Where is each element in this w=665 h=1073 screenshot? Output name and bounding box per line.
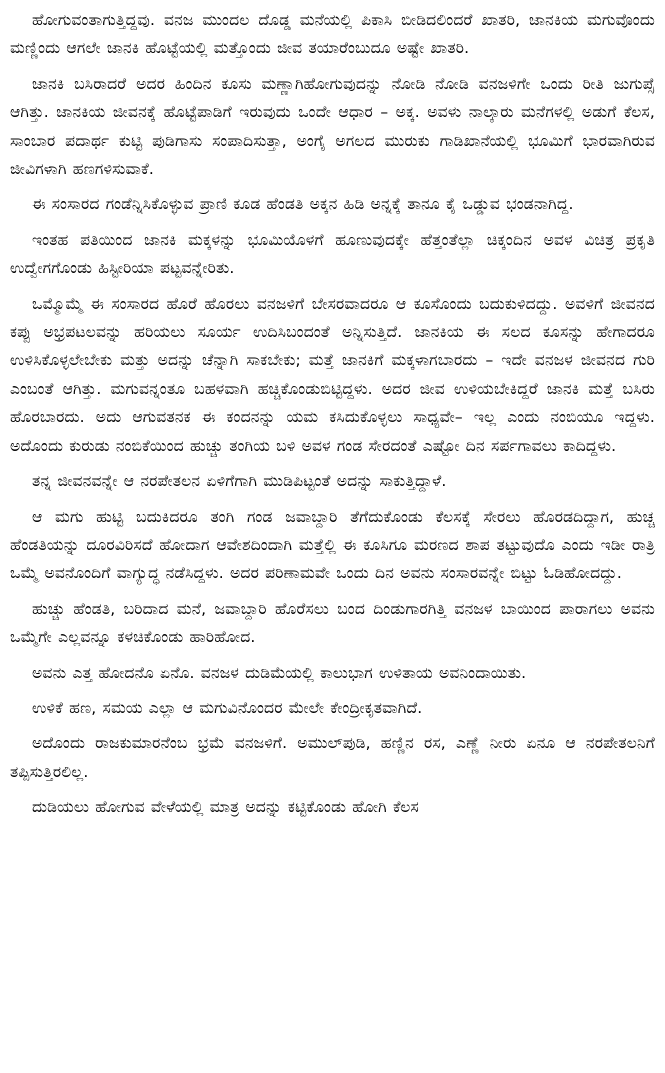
paragraph-10: ಉಳಿಕೆ ಹಣ, ಸಮಯ ಎಲ್ಲಾ ಆ ಮಗುವಿನೊಂದರ ಮೇಲೇ ಕೇಂದ್ರೀಕೃತವಾಗಿದೆ. [32, 698, 423, 717]
paragraph-5: ಒಮ್ಮೊಮ್ಮೆ ಈ ಸಂಸಾರದ ಹೊರೆ ಹೊರಲು ವನಜಳಿಗೆ ಬೇಸರವಾದರೂ ಆ ಕೂಸೊಂದು ಬದುಕುಳಿದದ್ದು. ಅವಳಿಗೆ ಜೀವನದ ಕಪ್ಪು ಅಭ್ರಪಟಲವನ್ನು ಹರಿಯಲು ಸೂರ್ಯ ಉದಿಸಿಬಂದಂತೆ ಅನ್ನಿಸುತ್ತಿದೆ. ಜಾನಕಿಯ ಈ ಸಲದ ಕೂಸನ್ನು ಹೇಗಾದರೂ ಉಳಿಸಿಕೊಳ್ಳಲೇಬೇಕು ಮತ್ತು ಅದನ್ನು ಚೆನ್ನಾಗಿ ಸಾಕಬೇಕು; ಮತ್ತೆ ಜಾನಕಿಗೆ ಮಕ್ಕಳಾಗಬಾರದು – ಇದೇ ವನಜಳ ಜೀವನದ ಗುರಿ ಎಂಬಂತೆ ಆಗಿತ್ತು. ಮಗುವನ್ನಂತೂ ಬಹಳವಾಗಿ ಹಚ್ಚಿಕೊಂಡುಬಿಟ್ಟಿದ್ದಳು. ಅದರ ಜೀವ ಉಳಿಯಬೇಕಿದ್ದರೆ ಜಾನಕಿ ಮತ್ತೆ ಬಸಿರು ಹೊರಬಾರದು. ಅದು ಆಗುವತನಕ ಈ ಕಂದನನ್ನು ಯಮ ಕಸಿದುಕೊಳ್ಳಲು ಸಾಧ್ಯವೇ– ಇಲ್ಲ ಎಂದು ನಂಬಿಯೂ ಇದ್ದಳು. ಅದೊಂದು ಕುರುಡು ನಂಬಿಕೆಯಿಂದ ಹುಚ್ಚು ತಂಗಿಯ ಬಳಿ ಅವಳ ಗಂಡ ಸೇರದಂತೆ ಎಷ್ಟೋ ದಿನ ಸರ್ಪಗಾವಲು ಕಾದಿದ್ದಳು. [10, 294, 655, 455]
paragraph-12: ದುಡಿಯಲು ಹೋಗುವ ವೇಳೆಯಲ್ಲಿ ಮಾತ್ರ ಅದನ್ನು ಕಟ್ಟಿಕೊಂಡು ಹೋಗಿ ಕೆಲಸ [32, 798, 419, 817]
paragraph-1: ಹೋಗುವಂತಾಗುತ್ತಿದ್ದವು. ವನಜ ಮುಂದಲ ದೊಡ್ಡ ಮನೆಯಲ್ಲಿ ಪಿಕಾಸಿ ಬೀಡಿದಲಿಂದರೆ ಖಾತರಿ, ಜಾನಕಿಯ ಮಗುವೊಂದು ಮಣ್ಣಿಂದು ಆಗಲೇ ಜಾನಕಿ ಹೊಟ್ಟೆಯಲ್ಲಿ ಮತ್ತೊಂದು ಜೀವ ತಯಾರೆಂಬುದೂ ಅಷ್ಟೇ ಖಾತರಿ. [10, 11, 655, 58]
paragraph-2: ಜಾನಕಿ ಬಸಿರಾದರೆ ಅದರ ಹಿಂದಿನ ಕೂಸು ಮಣ್ಣಾಗಿಹೋಗುವುದನ್ನು ನೋಡಿ ನೋಡಿ ವನಜಳಿಗೇ ಒಂದು ರೀತಿ ಜುಗುಪ್ಸೆ ಆಗಿತ್ತು. ಜಾನಕಿಯ ಜೀವನಕ್ಕೆ ಹೊಟ್ಟೆಪಾಡಿಗೆ ಇರುವುದು ಒಂದೇ ಆಧಾರ – ಅಕ್ಕ. ಅವಳು ನಾಲ್ಕಾರು ಮನೆಗಳಲ್ಲಿ ಅಡುಗೆ ಕೆಲಸ, ಸಾಂಬಾರ ಪದಾರ್ಥ ಕುಟ್ಟಿ ಪುಡಿಗಾಸು ಸಂಪಾದಿಸುತ್ತಾ, ಅಂಗೈ ಅಗಲದ ಮುರುಕು ಗಾಡಿಖಾನೆಯಲ್ಲಿ ಭೂಮಿಗೆ ಭಾರವಾಗಿರುವ ಜೀವಿಗಳಾಗಿ ಹಣಗಳಿಸುವಾಕೆ. [10, 74, 655, 179]
paragraph-8: ಹುಚ್ಚು ಹೆಂಡತಿ, ಬರಿದಾದ ಮನೆ, ಜವಾಬ್ದಾರಿ ಹೊರೆಸಲು ಬಂದ ದಿಂಡುಗಾರಗಿತ್ತಿ ವನಜಳ ಬಾಯಿಂದ ಪಾರಾಗಲು ಅವನು ಒಮ್ಮೆಗೇ ಎಲ್ಲವನ್ನೂ ಕಳಚಿಕೊಂಡು ಹಾರಿಹೋದ. [10, 599, 655, 647]
paragraph-3: ಈ ಸಂಸಾರದ ಗಂಡೆನ್ನಿಸಿಕೊಳ್ಳುವ ಪ್ರಾಣಿ ಕೂಡ ಹೆಂಡತಿ ಅಕ್ಕನ ಹಿಡಿ ಅನ್ನಕ್ಕೆ ತಾನೂ ಕೈ ಒಡ್ಡುವ ಭಂಡನಾಗಿದ್ದ. [32, 195, 574, 214]
paragraph-7: ಆ ಮಗು ಹುಟ್ಟಿ ಬದುಕಿದರೂ ತಂಗಿ ಗಂಡ ಜವಾಬ್ದಾರಿ ತೆಗೆದುಕೊಂಡು ಕೆಲಸಕ್ಕೆ ಸೇರಲು ಹೊರಡದಿದ್ದಾಗ, ಹುಚ್ಚ ಹೆಂಡತಿಯನ್ನು ದೂರವಿರಿಸದೆ ಹೋದಾಗ ಆವೇಶದಿಂದಾಗಿ ಮತ್ತೆಲ್ಲಿ ಈ ಕೂಸಿಗೂ ಮರಣದ ಶಾಪ ತಟ್ಟುವುದೊ ಎಂದು ಇಡೀ ರಾತ್ರಿ ಒಮ್ಮೆ ಅವನೊಂದಿಗೆ ವಾಗ್ಯುದ್ಧ ನಡೆಸಿದ್ದಳು. ಅದರ ಪರಿಣಾಮವೇ ಒಂದು ದಿನ ಅವನು ಸಂಸಾರವನ್ನೇ ಬಿಟ್ಟು ಓಡಿಹೋದದ್ದು. [10, 507, 655, 583]
paragraph-11: ಅದೊಂದು ರಾಜಕುಮಾರನೆಂಬ ಭ್ರಮೆ ವನಜಳಿಗೆ. ಅಮುಲ್‌ಪುಡಿ, ಹಣ್ಣಿನ ರಸ, ಎಣ್ಣೆ ನೀರು ಏನೂ ಆ ನರಪೇತಲನಿಗೆ ತಪ್ಪಿಸುತ್ತಿರಲಿಲ್ಲ. [10, 734, 655, 781]
paragraph-6: ತನ್ನ ಜೀವನವನ್ನೇ ಆ ನರಪೇತಲನ ಏಳಿಗೆಗಾಗಿ ಮುಡಿಪಿಟ್ಟಂತೆ ಅದನ್ನು ಸಾಕುತ್ತಿದ್ದಾಳೆ. [32, 472, 447, 491]
paragraph-9: ಅವನು ಎತ್ತ ಹೋದನೊ ಏನೊ. ವನಜಳ ದುಡಿಮೆಯಲ್ಲಿ ಕಾಲುಭಾಗ ಉಳಿತಾಯ ಅವನಿಂದಾಯಿತು. [32, 663, 527, 682]
paragraph-4: ಇಂತಹ ಪತಿಯಿಂದ ಜಾನಕಿ ಮಕ್ಕಳನ್ನು ಭೂಮಿಯೊಳಗೆ ಹೂಣುವುದಕ್ಕೇ ಹೆತ್ತಂತೆಲ್ಲಾ ಚಿಕ್ಕಂದಿನ ಅವಳ ವಿಚಿತ್ರ ಪ್ರಕೃತಿ ಉದ್ವೇಗಗೊಂಡು ಹಿಸ್ಟೀರಿಯಾ ಪಟ್ಟವನ್ನೇರಿತು. [10, 230, 655, 278]
